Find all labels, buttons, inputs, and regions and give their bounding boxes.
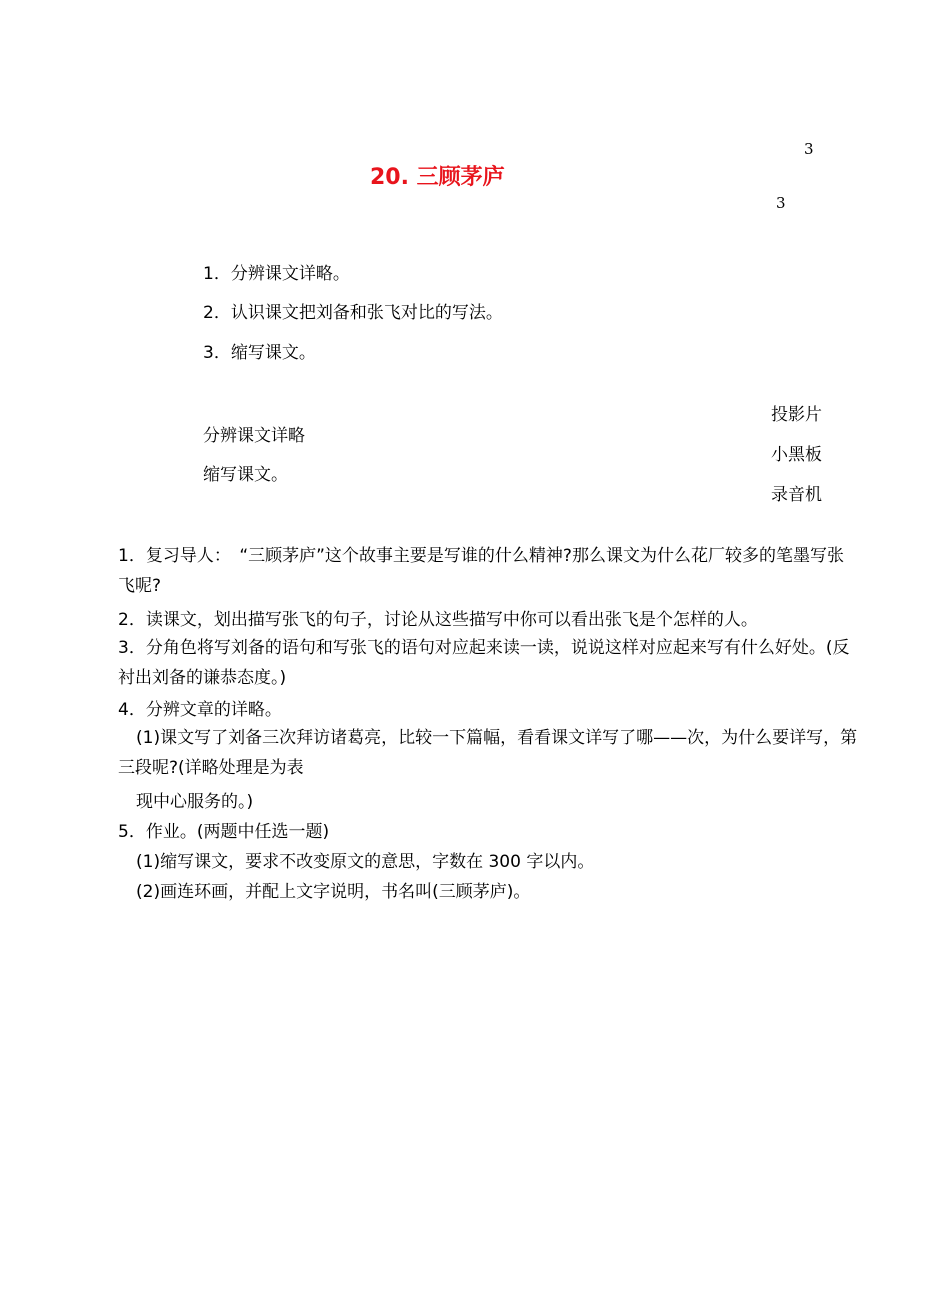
margin-number-1: 3 bbox=[804, 140, 814, 158]
process-step-4-1: (1)课文写了刘备三次拜访诸葛亮，比较一下篇幅，看看课文详写了哪——次，为什么要详写，第三段呢?(详略处理是为表 bbox=[118, 728, 858, 778]
process-step-1: 1．复习导人： “三顾茅庐”这个故事主要是写谁的什么精神?那么课文为什么花厂较多的笔墨写张飞呢? bbox=[118, 546, 844, 596]
key-point-2: 缩写课文。 bbox=[203, 465, 288, 485]
objective-2: 2．认识课文把刘备和张飞对比的写法。 bbox=[203, 303, 503, 323]
page-title: 20. 三顾茅庐 bbox=[370, 165, 505, 190]
process-step-5-2: (2)画连环画，并配上文字说明，书名叫(三顾茅庐)。 bbox=[136, 882, 531, 902]
process-step-2: 2．读课文，划出描写张飞的句子，讨论从这些描写中你可以看出张飞是个怎样的人。 bbox=[118, 610, 758, 630]
objective-1: 1．分辨课文详略。 bbox=[203, 264, 350, 284]
process-step-5-1: (1)缩写课文，要求不改变原文的意思，字数在 300 字以内。 bbox=[136, 852, 595, 872]
key-point-1: 分辨课文详略 bbox=[203, 426, 305, 446]
margin-number-2: 3 bbox=[776, 194, 786, 212]
material-recorder: 录音机 bbox=[771, 485, 822, 505]
process-step-4: 4．分辨文章的详略。 bbox=[118, 700, 282, 720]
material-blackboard: 小黑板 bbox=[771, 445, 822, 465]
process-step-5: 5．作业。(两题中任选一题) bbox=[118, 822, 330, 842]
process-step-3: 3．分角色将写刘备的语句和写张飞的语句对应起来读一读，说说这样对应起来写有什么好处。(反衬出刘备的谦恭态度。) bbox=[118, 638, 850, 688]
process-step-4-1-cont: 现中心服务的。) bbox=[136, 792, 254, 812]
objective-3: 3．缩写课文。 bbox=[203, 343, 316, 363]
material-projector: 投影片 bbox=[771, 405, 822, 425]
